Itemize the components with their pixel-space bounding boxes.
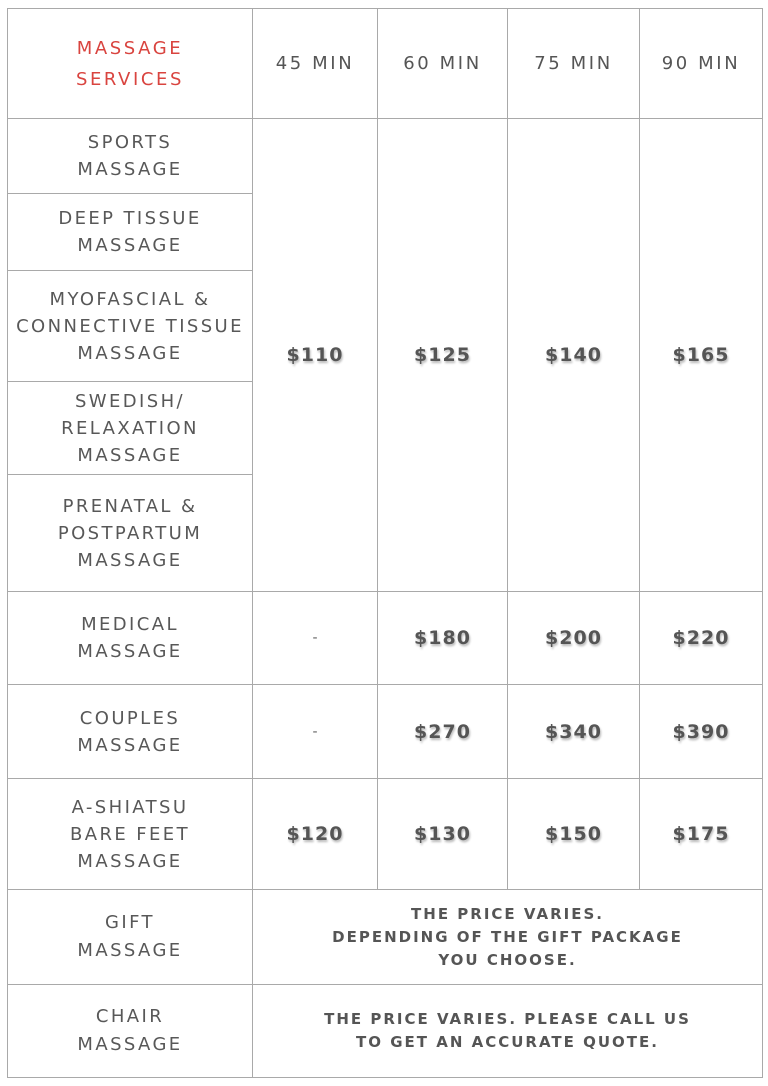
group-price-45: $110	[286, 344, 344, 366]
price-shiatsu-90: $175	[672, 823, 730, 845]
group-price-90: $165	[672, 344, 730, 366]
service-a-shiatsu-massage: A-SHIATSU BARE FEET MASSAGE	[70, 796, 190, 872]
duration-header-60: 60 MIN	[403, 53, 482, 74]
gift-price-note: THE PRICE VARIES. DEPENDING OF THE GIFT PACKAGE YOU CHOOSE.	[332, 904, 683, 969]
group-price-75: $140	[545, 344, 602, 366]
price-couples-75: $340	[545, 720, 602, 743]
service-myofascial-massage: MYOFASCIAL & CONNECTIVE TISSUE MASSAGE	[16, 288, 244, 364]
price-shiatsu-60: $130	[414, 823, 471, 845]
group-price-60: $125	[414, 344, 471, 366]
price-medical-45: -	[312, 630, 318, 646]
price-medical-90: $220	[672, 627, 730, 649]
service-prenatal-massage: PRENATAL & POSTPARTUM MASSAGE	[57, 495, 203, 571]
price-shiatsu-45: $120	[286, 823, 344, 845]
price-couples-45: -	[312, 723, 318, 740]
duration-header-90: 90 MIN	[661, 53, 741, 74]
service-chair-massage: CHAIR MASSAGE	[77, 1006, 183, 1055]
chair-price-note: THE PRICE VARIES. PLEASE CALL US TO GET AN ACCURATE QUOTE.	[324, 1010, 691, 1051]
duration-header-45: 45 MIN	[275, 53, 355, 74]
pricing-table	[7, 8, 763, 1078]
service-deep-tissue-massage: DEEP TISSUE MASSAGE	[58, 208, 202, 256]
price-medical-75: $200	[545, 627, 602, 649]
table-title: MASSAGE SERVICES	[75, 37, 185, 90]
price-shiatsu-75: $150	[545, 823, 602, 845]
price-couples-90: $390	[672, 720, 730, 743]
price-couples-60: $270	[414, 720, 471, 743]
price-medical-60: $180	[414, 627, 471, 649]
service-swedish-massage: SWEDISH/ RELAXATION MASSAGE	[61, 390, 199, 466]
service-sports-massage: SPORTS MASSAGE	[77, 132, 183, 180]
service-medical-massage: MEDICAL MASSAGE	[77, 614, 183, 662]
service-couples-massage: COUPLES MASSAGE	[77, 707, 183, 756]
duration-header-75: 75 MIN	[534, 53, 613, 74]
service-gift-massage: GIFT MASSAGE	[77, 912, 183, 961]
